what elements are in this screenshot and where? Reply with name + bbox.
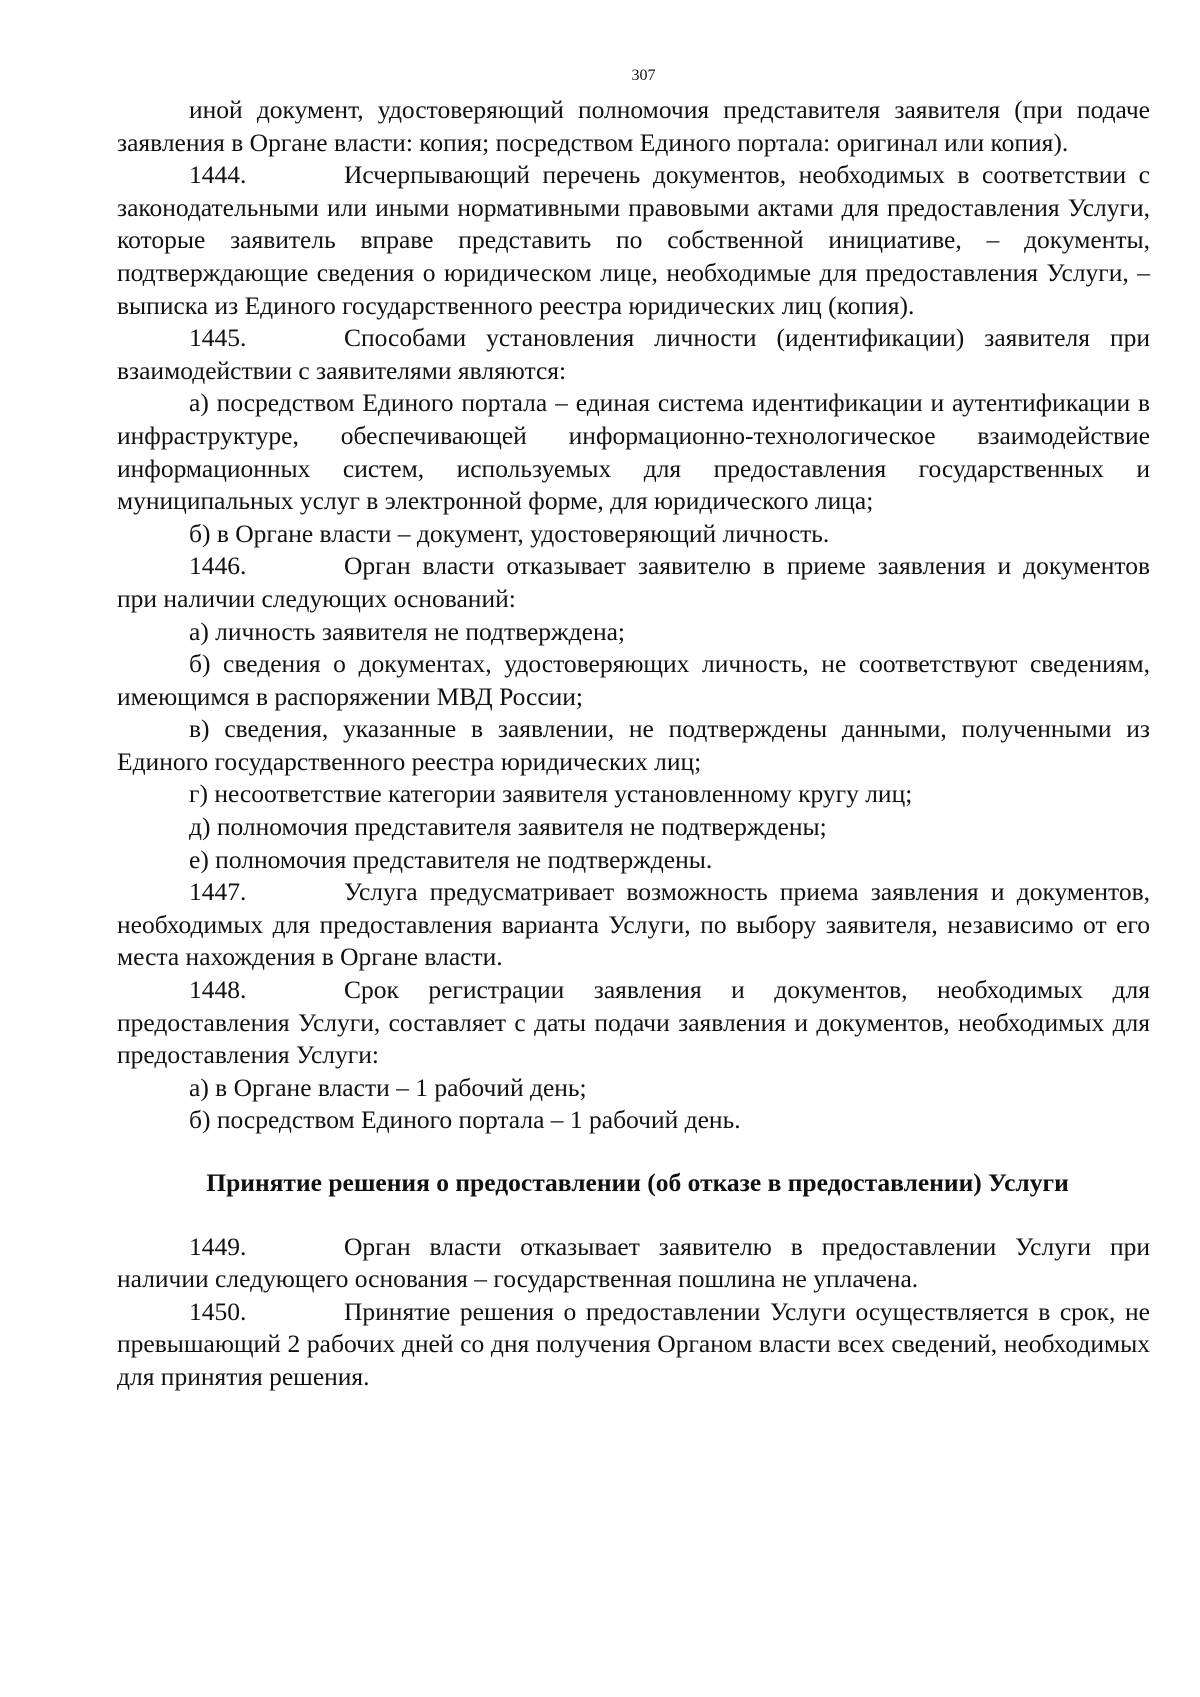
paragraph-text: Орган власти отказывает заявителю в предоставлении Услуги при наличии следующего основания – государственная пошлина не уплачена. xyxy=(117,1231,1150,1294)
numbered-paragraph xyxy=(117,1231,1150,1296)
list-item xyxy=(117,648,1150,713)
paragraph-text: в) сведения, указанные в заявлении, не подтверждены данными, полученными из Единого государственного реестра юридических лиц; xyxy=(117,714,1150,776)
paragraph-number: 1444. xyxy=(189,160,247,190)
paragraph-text: Орган власти отказывает заявителю в приеме заявления и документов при наличии следующих оснований: xyxy=(117,551,1150,613)
numbered-paragraph xyxy=(117,550,1150,615)
numbered-paragraph xyxy=(117,322,1150,387)
paragraph-text: б) посредством Единого портала – 1 рабочий день. xyxy=(189,1105,741,1135)
list-item xyxy=(117,518,1150,551)
paragraph-text: б) сведения о документах, удостоверяющих личность, не соответствуют сведениям, имеющимся в распоряжении МВД России; xyxy=(117,649,1150,711)
paragraph-text: б) в Органе власти – документ, удостоверяющий личность. xyxy=(189,518,830,548)
list-item xyxy=(117,1104,1150,1137)
list-item xyxy=(117,713,1150,778)
paragraph-number: 1447. xyxy=(189,877,247,907)
paragraph-text: д) полномочия представителя заявителя не подтверждены; xyxy=(189,812,827,842)
paragraph-number: 1450. xyxy=(189,1296,247,1326)
paragraph xyxy=(117,94,1150,159)
list-item xyxy=(117,844,1150,877)
numbered-paragraph xyxy=(117,1296,1150,1394)
paragraph-text: е) полномочия представителя не подтверждены. xyxy=(189,844,713,874)
paragraph-text: иной документ, удостоверяющий полномочия представителя заявителя (при подаче заявления в Органе власти: копия; посредством Единого портала: оригинал или копия). xyxy=(117,95,1150,157)
section-heading: Принятие решения о предоставлении (об отказе в предоставлении) Услуги xyxy=(206,1168,1069,1197)
list-item xyxy=(117,387,1150,517)
paragraph-text: а) посредством Единого портала – единая система идентификации и аутентификации в инфраструктуре, обеспечивающей информационно-технологическое взаимодействие информационных систем, используемых для предоставления государственных и муниципальных услуг в электронной форме, для юридического лица; xyxy=(117,388,1150,516)
paragraph-number: 1445. xyxy=(189,323,247,353)
paragraph-text: Услуга предусматривает возможность приема заявления и документов, необходимых для предоставления варианта Услуги, по выбору заявителя, независимо от его места нахождения в Органе власти. xyxy=(117,877,1150,972)
list-item xyxy=(117,616,1150,649)
paragraph-text: Исчерпывающий перечень документов, необходимых в соответствии с законодательными или иными нормативными правовыми актами для предоставления Услуги, которые заявитель вправе представить по собственной инициативе, – документы, подтверждающие сведения о юридическом лице, необходимые для предоставления Услуги, – выписка из Единого государственного реестра юридических лиц (копия). xyxy=(117,160,1150,320)
paragraph-text: г) несоответствие категории заявителя установленному кругу лиц; xyxy=(189,779,913,809)
paragraph-text: а) в Органе власти – 1 рабочий день; xyxy=(189,1072,587,1102)
numbered-paragraph xyxy=(117,876,1150,974)
paragraph-number: 1446. xyxy=(189,551,247,581)
paragraph-text: Способами установления личности (идентификации) заявителя при взаимодействии с заявителями являются: xyxy=(117,323,1150,385)
paragraph-number: 1448. xyxy=(189,975,247,1005)
paragraph-text: Принятие решения о предоставлении Услуги осуществляется в срок, не превышающий 2 рабочих дней со дня получения Органом власти всех сведений, необходимых для принятия решения. xyxy=(117,1296,1150,1391)
numbered-paragraph xyxy=(117,974,1150,1072)
paragraph-number: 1449. xyxy=(189,1231,247,1261)
list-item xyxy=(117,778,1150,811)
paragraph-text: а) личность заявителя не подтверждена; xyxy=(189,616,626,646)
list-item xyxy=(117,811,1150,844)
page-number: 307 xyxy=(631,67,656,84)
list-item xyxy=(117,1072,1150,1105)
paragraph-text: Срок регистрации заявления и документов, необходимых для предоставления Услуги, составляет с даты подачи заявления и документов, необходимых для предоставления Услуги: xyxy=(117,975,1150,1070)
numbered-paragraph xyxy=(117,159,1150,322)
